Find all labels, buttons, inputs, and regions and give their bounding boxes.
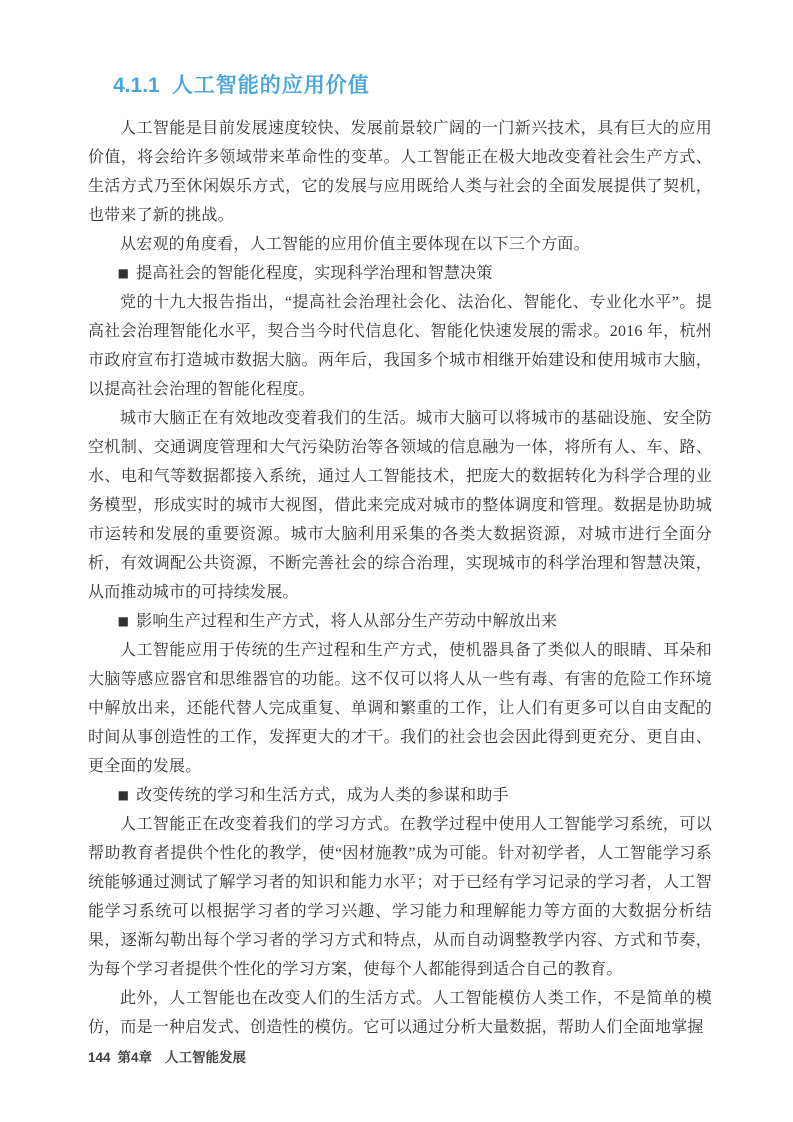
content — [88, 114, 712, 1042]
bullet-text: 提高社会的智能化程度，实现科学治理和智慧决策 — [136, 265, 493, 282]
paragraph: 从宏观的角度看，人工智能的应用价值主要体现在以下三个方面。 — [120, 236, 590, 253]
section-title: 人工智能的应用价值 — [171, 74, 370, 97]
paragraph: 人工智能正在改变着我们的学习方式。在教学过程中使用人工智能学习系统，可以帮助教育者提供个性化的教学，使“因材施教”成为可能。针对初学者，人工智能学习系统能够通过测试了解学习者的知识和能力水平；对于已经有学习记录的学习者，人工智能学习系统可以根据学习者的学习兴趣、学习能力和理解能力等方面的大数据分析结果，逐渐勾勒出每个学习者的学习方式和特点，从而自动调整教学内容、方式和节奏，为每个学习者提供个性化的学习方案，使每个人都能得到适合自己的教育。 — [88, 816, 712, 978]
bullet-square-icon: ■ — [117, 266, 130, 280]
paragraph: 党的十九大报告指出，“提高社会治理社会化、法治化、智能化、专业化水平”。提高社会治理智能化水平，契合当今时代信息化、智能化快速发展的需求。2016 年，杭州市政府宣布打造城市数据大脑。两年后，我国多个城市相继开始建设和使用城市大脑，以提高社会治理的智能化程度。 — [88, 294, 712, 398]
page-number: 144 — [88, 1050, 111, 1065]
bullet-square-icon: ■ — [117, 788, 130, 802]
paragraph: 人工智能是目前发展速度较快、发展前景较广阔的一门新兴技术，具有巨大的应用价值，将会给许多领域带来革命性的变革。人工智能正在极大地改变着社会生产方式、生活方式乃至休闲娱乐方式，它的发展与应用既给人类与社会的全面发展提供了契机，也带来了新的挑战。 — [88, 120, 712, 224]
section-heading — [113, 72, 712, 100]
bullet-text: 影响生产过程和生产方式，将人从部分生产劳动中解放出来 — [136, 613, 558, 630]
bullet-subheading — [88, 781, 712, 810]
paragraph: 城市大脑正在有效地改变着我们的生活。城市大脑可以将城市的基础设施、安全防空机制、交通调度管理和大气污染防治等各领域的信息融为一体，将所有人、车、路、水、电和气等数据都接入系统，通过人工智能技术，把庞大的数据转化为科学合理的业务模型，形成实时的城市大视图，借此来完成对城市的整体调度和管理。数据是协助城市运转和发展的重要资源。城市大脑利用采集的各类大数据资源，对城市进行全面分析，有效调配公共资源，不断完善社会的综合治理，实现城市的科学治理和智慧决策，从而推动城市的可持续发展。 — [88, 410, 712, 601]
bullet-subheading — [88, 259, 712, 288]
chapter-title: 人工智能发展 — [165, 1050, 247, 1065]
bullet-text: 改变传统的学习和生活方式，成为人类的参谋和助手 — [136, 787, 509, 804]
paragraph: 人工智能应用于传统的生产过程和生产方式，使机器具备了类似人的眼睛、耳朵和大脑等感应器官和思维器官的功能。这不仅可以将人从一些有毒、有害的危险工作环境中解放出来，还能代替人完成重复、单调和繁重的工作，让人们有更多可以自由支配的时间从事创造性的工作，发挥更大的才干。我们的社会也会因此得到更充分、更自由、更全面的发展。 — [88, 642, 712, 775]
page-footer — [88, 1046, 246, 1066]
section-number: 4.1.1 — [113, 74, 160, 97]
bullet-subheading — [88, 607, 712, 636]
paragraph: 此外，人工智能也在改变人们的生活方式。人工智能模仿人类工作，不是简单的模仿，而是一种启发式、创造性的模仿。它可以通过分析大量数据，帮助人们全面地掌握 — [88, 990, 712, 1036]
chapter-number: 第4章 — [117, 1050, 153, 1065]
bullet-square-icon: ■ — [117, 614, 130, 628]
